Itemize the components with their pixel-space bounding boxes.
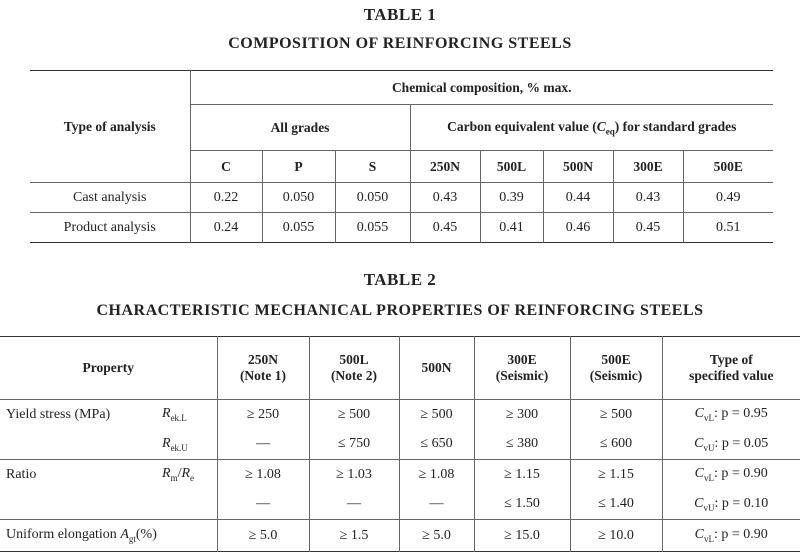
cell: 0.45 — [410, 213, 480, 243]
cell: ≤ 600 — [570, 430, 662, 460]
type-cell: $C_{vL}$: p = 0.90 — [662, 520, 800, 552]
table2-number: TABLE 2 — [363, 270, 437, 289]
cell: ≥ 15.0 — [474, 520, 570, 552]
cell: 0.43 — [613, 183, 683, 213]
table-row — [0, 520, 800, 552]
cell: 0.41 — [480, 213, 543, 243]
type-cell: $C_{vU}$: p = 0.05 — [662, 430, 800, 460]
cell: ≥ 1.15 — [474, 460, 570, 490]
cell: ≤ 750 — [309, 430, 399, 460]
table-row — [0, 490, 800, 520]
table1-chem-header: Chemical composition, % max. — [190, 71, 773, 105]
property-header: Property — [82, 360, 134, 375]
table2-title: CHARACTERISTIC MECHANICAL PROPERTIES OF REINFORCING STEELS — [96, 302, 704, 319]
cell: ≥ 1.5 — [309, 520, 399, 552]
cell: ≥ 500 — [570, 400, 662, 430]
cell: 0.51 — [683, 213, 773, 243]
table1-title: COMPOSITION OF REINFORCING STEELS — [228, 35, 572, 52]
row-label: Uniform elongation $A_{gt}(\%)$ — [6, 527, 157, 544]
table-row — [0, 430, 800, 460]
col-header: 500E — [683, 151, 773, 183]
symbol: $R_m/R_e$ — [162, 466, 195, 484]
table1-number: TABLE 1 — [363, 5, 437, 24]
col-header: 300E (Seismic) — [474, 337, 570, 400]
cell: 0.055 — [262, 213, 335, 243]
table1-allgrades-header: All grades — [190, 105, 410, 151]
cell: 0.49 — [683, 183, 773, 213]
cell: ≥ 250 — [217, 400, 309, 430]
col-header: P — [262, 151, 335, 183]
cell: ≥ 300 — [474, 400, 570, 430]
cell: 0.45 — [613, 213, 683, 243]
cell: ≥ 1.03 — [309, 460, 399, 490]
cell: ≥ 5.0 — [399, 520, 474, 552]
col-header: S — [335, 151, 410, 183]
table1 — [30, 70, 773, 243]
cell: ≥ 10.0 — [570, 520, 662, 552]
col-header: 300E — [613, 151, 683, 183]
cell: ≥ 500 — [399, 400, 474, 430]
row-label: Product analysis — [63, 219, 156, 235]
cell: 0.43 — [410, 183, 480, 213]
col-header: 500N — [399, 337, 474, 400]
symbol: $R_{ek.U}$ — [162, 435, 188, 453]
row-label: Ratio — [6, 466, 37, 482]
cell: — — [309, 490, 399, 520]
col-header: 500L — [480, 151, 543, 183]
col-header: 500N — [543, 151, 613, 183]
table1-ceq-header: Carbon equivalent value $(C_{eq})$ for standard grades — [410, 105, 773, 151]
type-cell: $C_{vU}$: p = 0.10 — [662, 490, 800, 520]
cell: ≥ 500 — [309, 400, 399, 430]
col-header: 250N (Note 1) — [217, 337, 309, 400]
col-header: 500L (Note 2) — [309, 337, 399, 400]
row-label: Yield stress (MPa) — [6, 406, 111, 422]
col-header: 500E (Seismic) — [570, 337, 662, 400]
cell: ≥ 5.0 — [217, 520, 309, 552]
table-row — [0, 400, 800, 430]
cell: — — [399, 490, 474, 520]
cell: — — [217, 490, 309, 520]
symbol: $R_{ek.L}$ — [162, 406, 187, 424]
cell: ≥ 1.08 — [399, 460, 474, 490]
cell: 0.46 — [543, 213, 613, 243]
cell: ≤ 1.50 — [474, 490, 570, 520]
row-label: Cast analysis — [73, 189, 147, 205]
cell: 0.050 — [335, 183, 410, 213]
cell: ≤ 650 — [399, 430, 474, 460]
cell: ≤ 380 — [474, 430, 570, 460]
cell: 0.39 — [480, 183, 543, 213]
cell: 0.24 — [190, 213, 262, 243]
cell: ≥ 1.08 — [217, 460, 309, 490]
cell: ≤ 1.40 — [570, 490, 662, 520]
col-header: 250N — [410, 151, 480, 183]
cell: 0.050 — [262, 183, 335, 213]
col-header: C — [190, 151, 262, 183]
type-cell: $C_{vL}$: p = 0.95 — [662, 400, 800, 430]
cell: 0.44 — [543, 183, 613, 213]
table-row — [30, 213, 773, 243]
type-cell: $C_{vL}$: p = 0.90 — [662, 460, 800, 490]
cell: 0.055 — [335, 213, 410, 243]
type-header: Type of specified value — [662, 337, 800, 400]
table-row — [30, 183, 773, 213]
table-row — [0, 460, 800, 490]
table1-type-header: Type of analysis — [30, 71, 190, 183]
cell: 0.22 — [190, 183, 262, 213]
cell: — — [217, 430, 309, 460]
table2 — [0, 336, 800, 552]
cell: ≥ 1.15 — [570, 460, 662, 490]
